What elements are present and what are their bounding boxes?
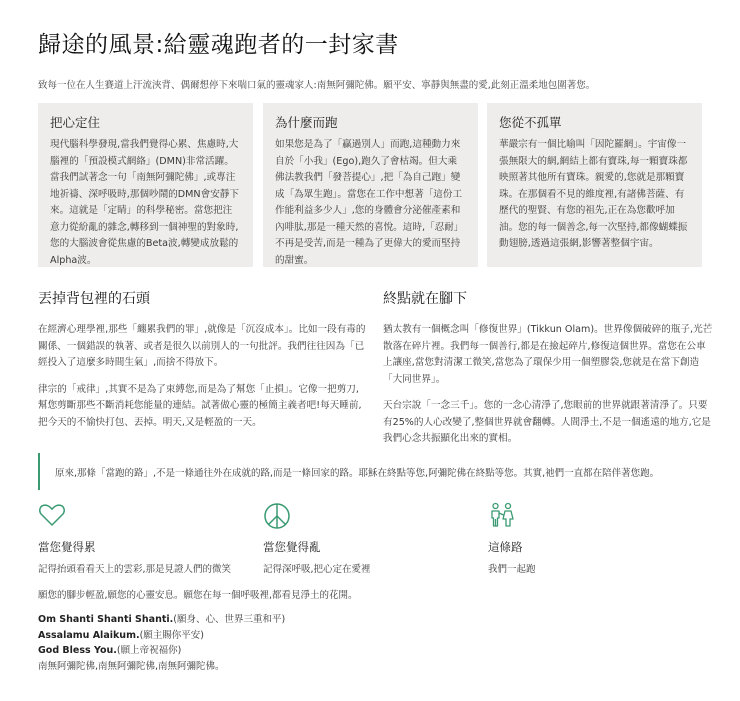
peace-icon [263, 502, 291, 530]
card-focus-mind [38, 103, 253, 267]
section-paragraph: 律宗的「戒律」,其實不是為了束縛您,而是為了幫您「止損」。它像一把剪刀,幫您剪斷那些不斷消耗您能量的連結。試著做心靈的極簡主義者吧!每天睡前,把今天的不愉快打包、丟掉。明天,又是輕盈的一天。 [38, 383, 362, 428]
feature-together [488, 502, 708, 575]
feature-title: 當您覺得亂 [263, 540, 321, 554]
feature-text: 我們一起跑 [488, 564, 536, 575]
card-title: 為什麼而跑 [275, 115, 338, 130]
couple-icon [488, 502, 516, 528]
section-title: 終點就在腳下 [383, 291, 467, 307]
blessing-translation: (願身、心、世界三重和平) [173, 614, 286, 625]
card-body: 如果您是為了「贏過別人」而跑,這種動力來自於「小我」(Ego),跑久了會枯竭。但大乘佛法教我們「發菩提心」,把「為自己跑」變成「為眾生跑」。當您在工作中想著「這份工作能利益多少人」,您的身體會分泌催產素和內啡肽,那是一種天然的喜悅。這時,「忍耐」不再是受苦,而是一種為了更偉大的愛而堅持的甜蜜。 [275, 139, 464, 266]
blessing-translation: (願上帝祝福你) [116, 645, 182, 656]
blessing-translation: (願主賜你平安) [139, 629, 204, 641]
card-body: 現代腦科學發現,當我們覺得心累、焦慮時,大腦裡的「預設模式網絡」(DMN)非常活躍。當我們試著念一句「南無阿彌陀佛」,或專注地祈禱、深呼吸時,那個吵鬧的DMN會安靜下來。這就是「定睛」的科學秘密。當您把注意力從紛亂的雜念,轉移到一個神聖的對象時,您的大腦波會從焦慮的Beta波,轉變成放鬆的Alpha波。 [50, 139, 239, 266]
feature-text: 記得抬頭看看天上的雲彩,那是見證人們的微笑 [38, 564, 232, 575]
blessing-phrase: God Bless You. [38, 645, 117, 656]
heart-icon [38, 502, 66, 528]
section-drop-stones [38, 288, 368, 441]
section-finish-line [383, 288, 713, 458]
section-paragraph: 天台宗說「一念三千」。您的一念心清淨了,您眼前的世界就跟著清淨了。只要有25%的人心改變了,整個世界就會翻轉。人間淨土,不是一個遙遠的地方,它是我們心念共振顯化出來的實相。 [383, 400, 711, 444]
feature-title: 這條路 [488, 540, 523, 554]
blessing-phrase: Assalamu Alaikum. [38, 629, 140, 641]
card-never-alone [487, 103, 702, 267]
final-chant: 南無阿彌陀佛,南無阿彌陀佛,南無阿彌陀佛。 [38, 660, 225, 672]
card-why-run [263, 103, 478, 267]
section-title: 丟掉背包裡的石頭 [38, 291, 150, 307]
feature-title: 當您覺得累 [38, 540, 96, 554]
closing-wish: 願您的腳步輕盈,願您的心靈安息。願您在每一個呼吸裡,都看見淨土的花開。 [38, 590, 358, 601]
quote-block [38, 453, 698, 490]
intro-text: 致每一位在人生賽道上汗流浹背、偶爾想停下來喘口氣的靈魂家人:南無阿彌陀佛。願平安、寧靜與無盡的愛,此刻正溫柔地包圍著您。 [38, 80, 596, 91]
card-title: 把心定住 [50, 115, 101, 130]
blessing-line [38, 612, 285, 628]
blessing-line [38, 628, 285, 644]
feature-chaotic [263, 502, 483, 575]
section-paragraph: 猶太教有一個概念叫「修復世界」(Tikkun Olam)。世界像個破碎的瓶子,光芒散落在碎片裡。我們每一個善行,都是在撿起碎片,修復這個世界。當您在公車上讓座,當您對清潔工微笑,當您為了環保少用一個塑膠袋,您就是在當下創造「大同世界」。 [383, 324, 713, 385]
blessing-line [38, 643, 285, 659]
feature-text: 記得深呼吸,把心定在愛裡 [263, 564, 371, 575]
section-paragraph: 在經濟心理學裡,那些「纏累我們的罪」,就像是「沉沒成本」。比如一段有毒的關係、一個錯誤的執著、或者是很久以前別人的一句批評。我們往往因為「已經投入了這麼多時間生氣」,而捨不得放下。 [38, 324, 366, 368]
card-body: 華嚴宗有一個比喻叫「因陀羅網」。宇宙像一張無限大的網,網結上都有寶珠,每一顆寶珠都映照著其他所有寶珠。親愛的,您就是那顆寶珠。在那個看不見的維度裡,有諸佛菩薩、有歷代的聖賢、有您的祖先,正在為您歡呼加油。您的每一個善念,每一次堅持,都像蝴蝶振動翅膀,透過這張網,影響著整個宇宙。 [499, 139, 688, 249]
quote-text: 原來,那條「當跑的路」,不是一條通往外在成就的路,而是一條回家的路。耶穌在終點等您,阿彌陀佛在終點等您。其實,祂們一直都在陪伴著您跑。 [55, 467, 660, 479]
blessings-list [38, 612, 285, 674]
card-title: 您從不孤單 [499, 115, 562, 130]
blessing-phrase: Om Shanti Shanti Shanti. [38, 614, 174, 625]
page-title: 歸途的風景:給靈魂跑者的一封家書 [38, 32, 399, 58]
feature-tired [38, 502, 258, 575]
